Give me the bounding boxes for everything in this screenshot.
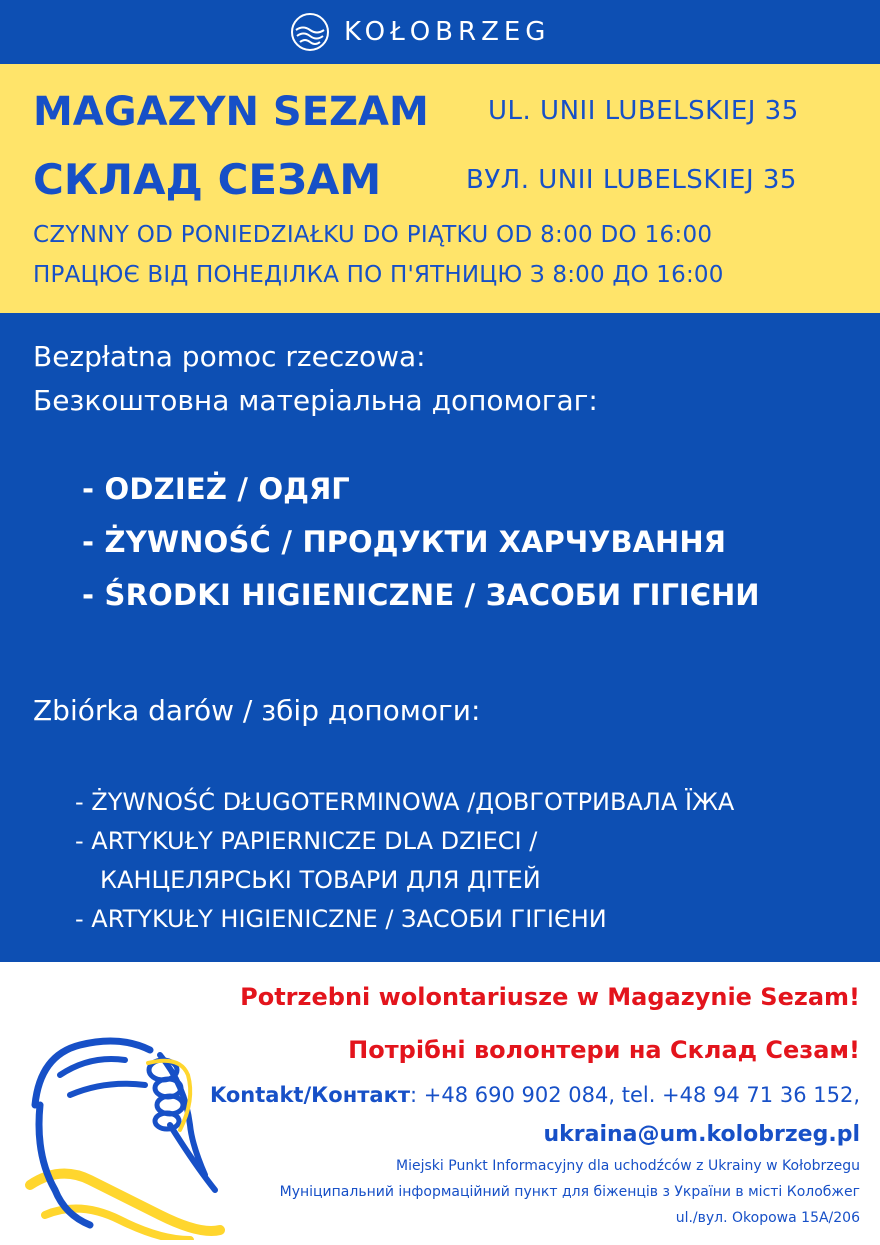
- donations-heading: Zbiórka darów / збір допомоги:: [33, 694, 481, 727]
- warehouse-title-pl: MAGAZYN SEZAM: [33, 89, 429, 135]
- info-point-ua: Муніципальний інформаційний пункт для біженців з України в місті Колобжег: [279, 1184, 860, 1200]
- donation-line: КАНЦЕЛЯРСЬКІ ТОВАРИ ДЛЯ ДІТЕЙ: [100, 866, 541, 894]
- info-point-address: ul./вул. Okopowa 15A/206: [675, 1210, 860, 1226]
- aid-heading-pl: Bezpłatna pomoc rzeczowa:: [33, 340, 426, 373]
- aid-item: [82, 472, 350, 506]
- volunteers-call-ua: Потрібні волонтери на Склад Сезам!: [348, 1036, 860, 1064]
- aid-item-ua: ПРОДУКТИ ХАРЧУВАННЯ: [302, 525, 726, 559]
- aid-item: [82, 578, 760, 612]
- header-bar: [0, 0, 880, 64]
- aid-heading-ua: Безкоштовна матеріальна допомогаг:: [33, 384, 598, 417]
- warehouse-title-ua: СКЛАД СЕЗАМ: [33, 155, 382, 204]
- donation-line: - ŻYWNOŚĆ DŁUGOTERMINOWA /ДОВГОТРИВАЛА ЇЖА: [75, 788, 735, 816]
- aid-item-pl: - ODZIEŻ /: [82, 472, 259, 506]
- contact-phones[interactable]: : +48 690 902 084, tel. +48 94 71 36 152,: [410, 1083, 860, 1107]
- donation-line: - ARTYKUŁY PAPIERNICZE DLA DZIECI /: [75, 827, 538, 855]
- aid-item-pl: - ŻYWNOŚĆ /: [82, 525, 303, 559]
- aid-item-pl: - ŚRODKI HIGIENICZNE /: [82, 578, 486, 612]
- contact-email[interactable]: ukraina@um.kolobrzeg.pl: [543, 1122, 860, 1147]
- donation-line: - ARTYKUŁY HIGIENICZNE / ЗАСОБИ ГІГІЄНИ: [75, 905, 607, 933]
- aid-item-ua: ОДЯГ: [258, 472, 350, 506]
- wave-emblem-icon: [290, 12, 330, 52]
- city-logo: [290, 12, 550, 52]
- opening-hours-pl: CZYNNY OD PONIEDZIAŁKU DO PIĄTKU OD 8:00 DO 16:00: [33, 222, 713, 248]
- contact-label: Kontakt/Контакт: [209, 1083, 411, 1107]
- warehouse-address-pl: UL. UNII LUBELSKIEJ 35: [488, 96, 799, 126]
- contact-line: [210, 1083, 860, 1107]
- brand-name: KOŁOBRZEG: [344, 17, 551, 47]
- volunteers-call-pl: Potrzebni wolontariusze w Magazynie Sezam!: [240, 983, 860, 1011]
- handshake-icon: [20, 1015, 225, 1240]
- aid-item-ua: ЗАСОБИ ГІГІЄНИ: [485, 578, 760, 612]
- aid-item: [82, 525, 726, 559]
- opening-hours-ua: ПРАЦЮЄ ВІД ПОНЕДІЛКА ПО П'ЯТНИЦЮ З 8:00 ДО 16:00: [33, 262, 724, 288]
- info-point-pl: Miejski Punkt Informacyjny dla uchodźców z Ukrainy w Kołobrzegu: [396, 1158, 860, 1174]
- warehouse-address-ua: ВУЛ. UNII LUBELSKIEJ 35: [466, 165, 797, 195]
